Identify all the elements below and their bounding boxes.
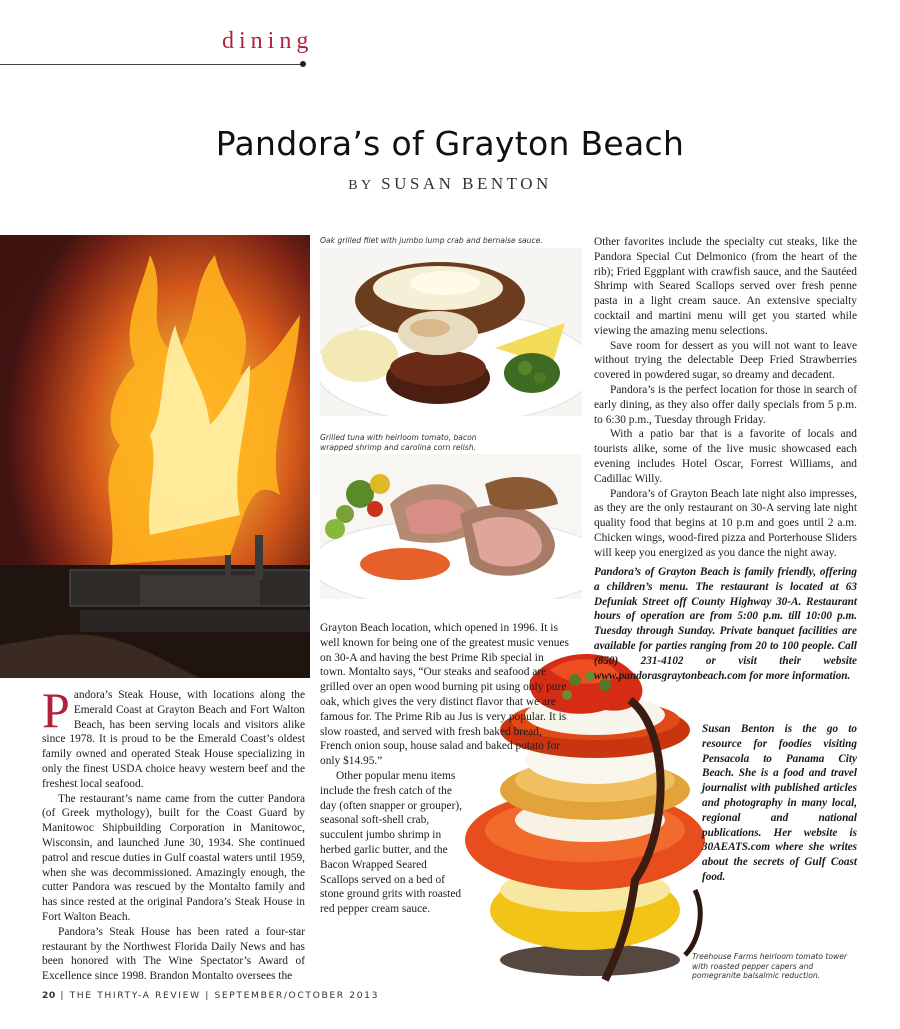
article-title: Pandora’s of Grayton Beach — [215, 124, 685, 163]
page-footer — [42, 990, 379, 1001]
author-bio: Susan Benton is the go to resource for foodies visiting Pensacola to Panama City Beach. She is a food and travel journalist with published articles and photography in many local, regional and national publications. Her website is 30AEATS.com where she writes about the secrets of Gulf Coast food. — [702, 723, 857, 883]
caption-filet: Oak grilled filet with jumbo lump crab and bernaise sauce. — [320, 236, 543, 245]
paragraph-9: With a patio bar that is a favorite of locals and tourists alike, some of the live music showcased each evening includes Hotel Oscar, Forrest Williams, and Cadillac Willy. — [594, 428, 857, 485]
byline — [0, 174, 900, 194]
restaurant-info: Pandora’s of Grayton Beach is family friendly, offering a children’s menu. The restaurant is located at 63 Defuniak Street off County Highway 30-A. Restaurant hours of operation are from 5:00 p.m. till 10:00 p.m. Tuesday through Sunday. Private banquet facilities are available for parties ranging from 20 to 100 people. Call (850) 231-4102 or visit their website www.pandorasgraytonbeach.com for more information. — [594, 566, 857, 682]
caption-tuna: Grilled tuna with heirloom tomato, bacon wrapped shrimp and carolina corn relish. — [320, 433, 477, 452]
issue-date: SEPTEMBER/OCTOBER 2013 — [214, 990, 380, 1001]
paragraph-1 — [42, 682, 305, 792]
article-column-2 — [320, 621, 572, 917]
paragraph-8: Pandora’s is the perfect location for those in search of early dining, as they also offer daily specials from 5 p.m. to 6:30 p.m., Tuesday through Friday. — [594, 383, 857, 426]
article-column-3 — [594, 235, 857, 561]
grill-fire-photo — [0, 235, 310, 678]
tuna-photo — [320, 454, 582, 599]
paragraph-10: Pandora’s of Grayton Beach late night also impresses, as they are the only restaurant on 30-A serving late night quality food that begins at 10 p.m and goes until 2 a.m. Chicken wings, wood-fired pizza and Porterhouse Sliders will keep you energized as you dance the night away. — [594, 487, 857, 559]
drop-cap: P — [42, 682, 70, 738]
section-rule-dot — [300, 61, 306, 67]
byline-by: BY — [348, 178, 375, 193]
paragraph-1-text: andora’s Steak House, with locations along the Emerald Coast at Grayton Beach and Fort Walton Beach, has been serving locals and visitors alike since 1978. It is proud to be the Emerald Coast’s oldest family owned and operated Steak House specializing in only the finest USDA choice heavy western beef and the freshest local seafood. — [42, 689, 305, 790]
paragraph-7: Save room for dessert as you will not want to leave without trying the delectable Deep Fried Strawberries covered in powdered sugar, so dreamy and decadent. — [594, 339, 857, 382]
footer-separator: | — [60, 990, 66, 1001]
article-column-1 — [42, 682, 305, 984]
footer-separator-2: | — [205, 990, 210, 1001]
magazine-name: THE THIRTY-A REVIEW — [69, 990, 201, 1001]
paragraph-4: Grayton Beach location, which opened in 1996. It is well known for being one of the greatest music venues on 30-A and having the best Prime Rib special in town. Montalto says, “Our steaks and seafood are grilled over an open wood burning pit using only pure oak, which gives the very distinct flavor that we are famous for. The Prime Rib au Jus is very popular. It is slow roasted, and served with fresh baked bread, French onion soup, house salad and baked potato for only $14.95.” — [320, 622, 569, 768]
section-label: dining — [222, 28, 314, 54]
section-rule — [0, 64, 303, 65]
paragraph-6: Other favorites include the specialty cut steaks, like the Pandora Special Cut Delmonico (from the heart of the rib); Fried Eggplant with crawfish sauce, and the Sautéed Shrimp with Seared Scallops served over fresh penne pasta in a light cream sauce. An extensive specialty cocktail and martini menu will get you started while viewing the amazing menu selections. — [594, 236, 857, 337]
page-number: 20 — [42, 990, 56, 1001]
caption-tomato-tower: Treehouse Farms heirloom tomato tower with roasted pepper capers and pomegranite balsalmic reduction. — [692, 952, 848, 980]
paragraph-5: Other popular menu items include the fresh catch of the day (often snapper or grouper), seasonal soft-shell crab, succulent jumbo shrimp in herbed garlic butter, and the Bacon Wrapped Seared Scallops served on a bed of stone ground grits with roasted red pepper cream sauce. — [320, 769, 463, 916]
paragraph-3: Pandora’s Steak House has been rated a four-star restaurant by the Northwest Florida Daily News and has been honored with The Wine Spectator’s Award of Excellence since 1998. Brandon Montalto oversees the — [42, 925, 305, 983]
byline-author: SUSAN BENTON — [381, 174, 552, 193]
paragraph-2: The restaurant’s name came from the cutter Pandora (of Greek mythology), built for the Coast Guard by Manitowoc Shipbuilding Corporation in Manitowoc, Wisconsin, and launched June 30, 1934. She continued patrol and rescue duties in Gulf coastal waters until 1959, when she was decommissioned. Amazingly enough, the cutter Pandora was rescued by the Montalto family and has since rested at the original Pandora’s Steak House in Fort Walton Beach. — [42, 792, 305, 923]
filet-photo — [320, 248, 582, 416]
